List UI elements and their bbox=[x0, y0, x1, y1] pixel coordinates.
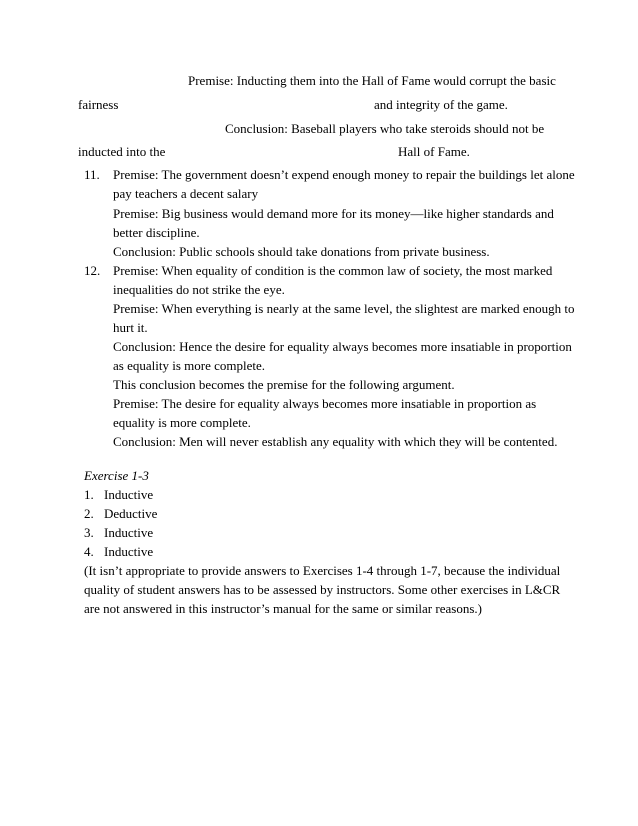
item-line: Conclusion: Hence the desire for equality always becomes more insatiable in proportion bbox=[113, 339, 572, 354]
answer-text: Inductive bbox=[104, 525, 154, 540]
item-number: 12. bbox=[84, 263, 101, 278]
item-line: Premise: Big business would demand more for its money—like higher standards and bbox=[113, 206, 554, 221]
item-line: pay teachers a decent salary bbox=[113, 186, 259, 201]
item-line: Conclusion: Men will never establish any equality with which they will be contented. bbox=[113, 434, 558, 449]
item-line: Premise: The desire for equality always becomes more insatiable in proportion as bbox=[113, 396, 537, 411]
answer-number: 1. bbox=[84, 487, 94, 502]
note-line: quality of student answers has to be assessed by instructors. Some other exercises in L&CR bbox=[84, 582, 561, 597]
conclusion-line-continued-right: Hall of Fame. bbox=[398, 144, 470, 159]
answer-text: Inductive bbox=[104, 544, 154, 559]
item-line: hurt it. bbox=[113, 320, 148, 335]
premise-line-continued-right: and integrity of the game. bbox=[374, 97, 508, 112]
item-line: better discipline. bbox=[113, 225, 200, 240]
item-line: Premise: When equality of condition is the common law of society, the most marked bbox=[113, 263, 553, 278]
item-line: This conclusion becomes the premise for the following argument. bbox=[113, 377, 455, 392]
note-line: are not answered in this instructor’s manual for the same or similar reasons.) bbox=[84, 601, 482, 616]
item-line: Premise: The government doesn’t expend enough money to repair the buildings let alone bbox=[113, 167, 575, 182]
conclusion-line: Conclusion: Baseball players who take steroids should not be bbox=[225, 121, 545, 136]
answer-text: Inductive bbox=[104, 487, 154, 502]
exercise-title: Exercise 1-3 bbox=[84, 468, 149, 483]
item-line: inequalities do not strike the eye. bbox=[113, 282, 285, 297]
note-line: (It isn’t appropriate to provide answers to Exercises 1-4 through 1-7, because the individual bbox=[84, 563, 561, 578]
conclusion-line-continued-left: inducted into the bbox=[78, 144, 166, 159]
premise-line-continued-left: fairness bbox=[78, 97, 119, 112]
answer-text: Deductive bbox=[104, 506, 158, 521]
item-number: 11. bbox=[84, 167, 100, 182]
answer-number: 2. bbox=[84, 506, 94, 521]
item-line: Premise: When everything is nearly at the same level, the slightest are marked enough to bbox=[113, 301, 575, 316]
item-line: as equality is more complete. bbox=[113, 358, 265, 373]
answer-number: 4. bbox=[84, 544, 94, 559]
premise-line: Premise: Inducting them into the Hall of Fame would corrupt the basic bbox=[188, 73, 556, 88]
answer-number: 3. bbox=[84, 525, 94, 540]
item-line: equality is more complete. bbox=[113, 415, 251, 430]
item-line: Conclusion: Public schools should take donations from private business. bbox=[113, 244, 490, 259]
